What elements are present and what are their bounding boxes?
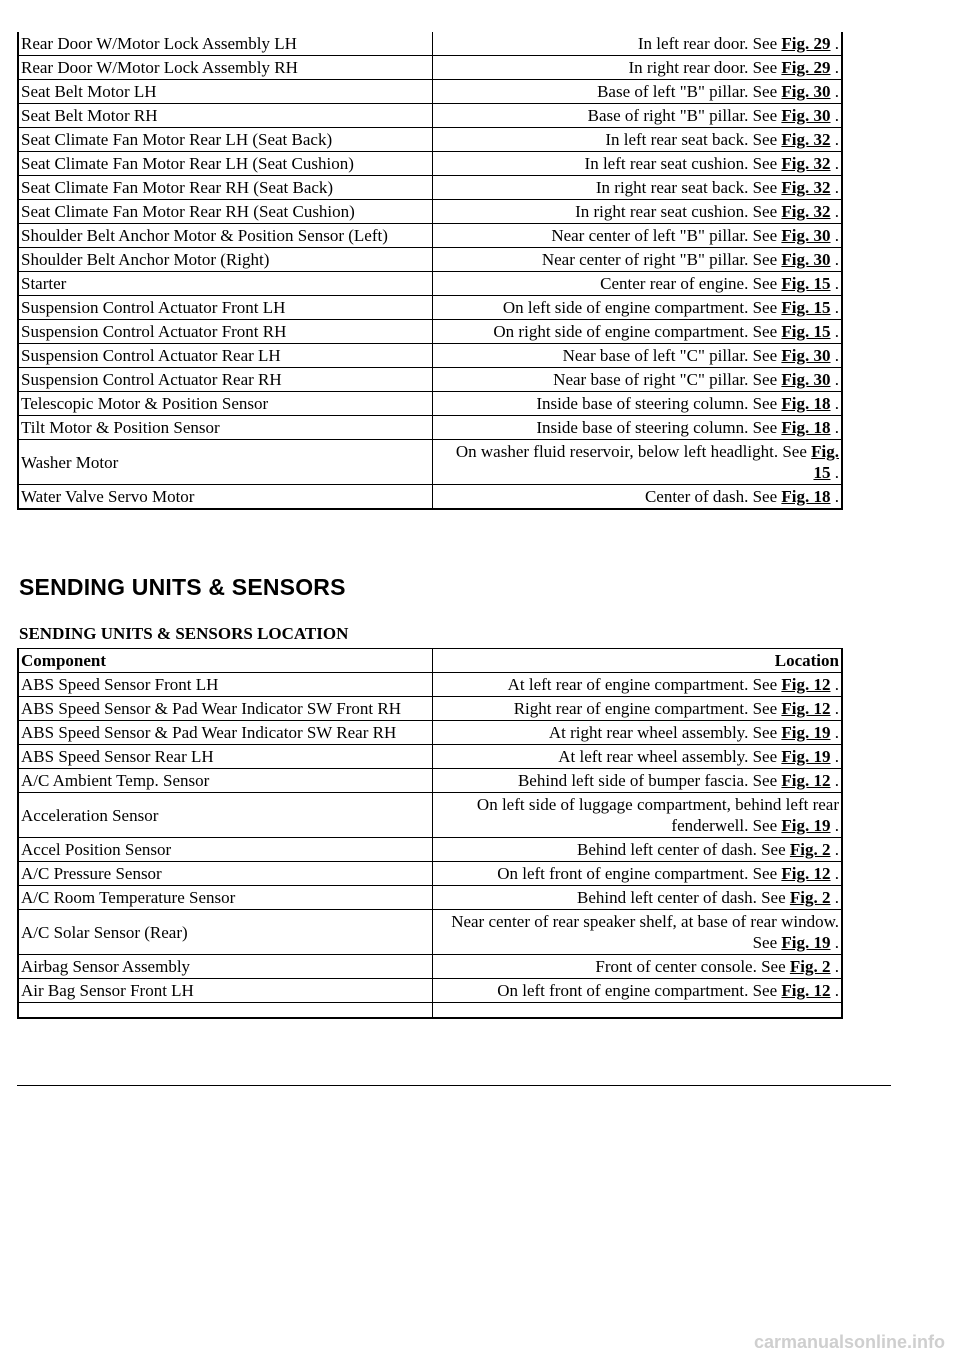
component-cell: ABS Speed Sensor & Pad Wear Indicator SW Rear RH [18,721,433,745]
component-cell: Telescopic Motor & Position Sensor [18,392,433,416]
location-cell [433,368,843,392]
component-cell: ABS Speed Sensor & Pad Wear Indicator SW Front RH [18,697,433,721]
table-row [18,793,842,838]
component-cell [18,1003,433,1019]
figure-link[interactable]: Fig. 19 [781,747,831,766]
location-cell [433,886,843,910]
table-body [18,32,842,509]
location-cell [433,979,843,1003]
component-cell: Seat Belt Motor LH [18,80,433,104]
figure-link[interactable]: Fig. 30 [781,370,831,389]
table-row [18,485,842,510]
location-text: Near center of rear speaker shelf, at base of rear window. See [451,912,839,952]
table-row [18,152,842,176]
header-component: Component [18,649,433,673]
table-row [18,368,842,392]
location-text: In right rear seat back. See [595,178,782,197]
figure-link[interactable]: Fig. 2 [789,840,831,859]
figure-link[interactable]: Fig. 30 [781,250,831,269]
location-suffix: . [834,747,839,766]
location-suffix: . [834,487,839,506]
figure-link[interactable]: Fig. 15 [781,274,831,293]
figure-link[interactable]: Fig. 18 [781,487,831,506]
location-suffix: . [834,154,839,173]
component-cell: Tilt Motor & Position Sensor [18,416,433,440]
table-row [18,56,842,80]
location-cell [433,320,843,344]
location-text: Behind left center of dash. See [576,888,790,907]
location-text: On washer fluid reservoir, below left headlight. See [455,442,812,461]
component-cell: Shoulder Belt Anchor Motor (Right) [18,248,433,272]
location-suffix: . [834,298,839,317]
location-text: Near base of left "C" pillar. See [562,346,782,365]
table-row [18,721,842,745]
figure-link[interactable]: Fig. 32 [781,154,831,173]
figure-link[interactable]: Fig. 15 [781,322,831,341]
table-row [18,838,842,862]
figure-link[interactable]: Fig. 32 [781,178,831,197]
location-text: On right side of engine compartment. See [493,322,782,341]
location-text: Behind left center of dash. See [576,840,790,859]
location-cell [433,769,843,793]
motor-location-table [17,32,843,510]
figure-link[interactable]: Fig. 30 [781,346,831,365]
figure-link[interactable]: Fig. 15 [811,442,839,482]
location-text: On left front of engine compartment. See [497,864,782,883]
table-row [18,200,842,224]
table-row [18,272,842,296]
location-cell [433,721,843,745]
figure-link[interactable]: Fig. 12 [781,981,831,1000]
location-suffix: . [834,933,839,952]
component-cell: Washer Motor [18,440,433,485]
component-cell: Seat Climate Fan Motor Rear RH (Seat Cushion) [18,200,433,224]
location-text: On left side of luggage compartment, behind left rear fenderwell. See [476,795,839,835]
location-cell [433,416,843,440]
location-text: On left front of engine compartment. See [497,981,782,1000]
component-cell: Acceleration Sensor [18,793,433,838]
location-text: Behind left side of bumper fascia. See [517,771,782,790]
location-text: Base of left "B" pillar. See [597,82,782,101]
figure-link[interactable]: Fig. 30 [781,82,831,101]
table-row [18,392,842,416]
location-cell [433,296,843,320]
table-row [18,176,842,200]
table-row [18,979,842,1003]
location-cell [433,104,843,128]
figure-link[interactable]: Fig. 18 [781,394,831,413]
location-suffix: . [834,202,839,221]
component-cell: Suspension Control Actuator Rear LH [18,344,433,368]
location-suffix: . [834,106,839,125]
location-suffix: . [834,888,839,907]
table-row [18,248,842,272]
table-row [18,80,842,104]
figure-link[interactable]: Fig. 2 [789,957,831,976]
table-row [18,128,842,152]
location-text: Inside base of steering column. See [536,394,782,413]
figure-link[interactable]: Fig. 12 [781,699,831,718]
figure-link[interactable]: Fig. 12 [781,675,831,694]
table-row [18,745,842,769]
location-suffix: . [834,723,839,742]
table-row [18,769,842,793]
location-text: At right rear wheel assembly. See [548,723,782,742]
table-header-row [18,649,842,673]
table-row [18,320,842,344]
table-row [18,296,842,320]
location-cell [433,862,843,886]
table-caption: SENDING UNITS & SENSORS LOCATION [19,624,349,643]
location-suffix: . [834,394,839,413]
component-cell: Accel Position Sensor [18,838,433,862]
component-cell: A/C Pressure Sensor [18,862,433,886]
table-row [18,416,842,440]
location-suffix: . [834,58,839,77]
location-text: Base of right "B" pillar. See [587,106,782,125]
page-bottom-rule [17,1085,891,1086]
location-cell [433,344,843,368]
figure-link[interactable]: Fig. 30 [781,106,831,125]
location-cell [433,152,843,176]
component-cell: Air Bag Sensor Front LH [18,979,433,1003]
location-cell [433,176,843,200]
location-suffix: . [834,699,839,718]
figure-link[interactable]: Fig. 15 [781,298,831,317]
sensor-location-table [17,648,843,1019]
table-body [18,649,842,1019]
location-cell [433,224,843,248]
location-suffix: . [834,840,839,859]
table-row [18,910,842,955]
figure-link[interactable]: Fig. 19 [781,723,831,742]
location-suffix: . [834,981,839,1000]
component-cell: Rear Door W/Motor Lock Assembly RH [18,56,433,80]
location-text: In right rear seat cushion. See [575,202,782,221]
location-cell [433,1003,843,1019]
table-row [18,862,842,886]
location-text: Near center of right "B" pillar. See [541,250,782,269]
table-row [18,697,842,721]
table-row [18,224,842,248]
location-cell [433,248,843,272]
location-cell [433,697,843,721]
location-cell [433,485,843,510]
figure-link[interactable]: Fig. 2 [789,888,831,907]
location-suffix: . [834,957,839,976]
table-row [18,344,842,368]
component-cell: Shoulder Belt Anchor Motor & Position Sensor (Left) [18,224,433,248]
location-cell [433,56,843,80]
location-cell [433,793,843,838]
table-row [18,1003,842,1019]
location-suffix: . [834,463,839,482]
section-heading: SENDING UNITS & SENSORS [19,574,346,600]
table-row [18,32,842,56]
location-cell [433,955,843,979]
location-suffix: . [834,82,839,101]
location-suffix: . [834,418,839,437]
figure-link[interactable]: Fig. 29 [781,34,831,53]
location-suffix: . [834,34,839,53]
location-suffix: . [834,771,839,790]
component-cell: Suspension Control Actuator Front LH [18,296,433,320]
component-cell: Seat Belt Motor RH [18,104,433,128]
location-suffix: . [834,178,839,197]
location-suffix: . [834,675,839,694]
location-text: Inside base of steering column. See [536,418,782,437]
component-cell: Rear Door W/Motor Lock Assembly LH [18,32,433,56]
component-cell: ABS Speed Sensor Rear LH [18,745,433,769]
component-cell: Seat Climate Fan Motor Rear RH (Seat Back) [18,176,433,200]
component-cell: Seat Climate Fan Motor Rear LH (Seat Cushion) [18,152,433,176]
watermark: carmanualsonline.info [753,1332,945,1352]
figure-link[interactable]: Fig. 32 [781,130,831,149]
location-text: Right rear of engine compartment. See [513,699,782,718]
location-text: Front of center console. See [595,957,790,976]
location-cell [433,200,843,224]
location-text: Near center of left "B" pillar. See [551,226,782,245]
location-text: Center rear of engine. See [600,274,782,293]
table-row [18,673,842,697]
location-text: Near base of right "C" pillar. See [553,370,782,389]
location-suffix: . [834,226,839,245]
location-suffix: . [834,322,839,341]
location-text: In left rear door. See [637,34,782,53]
location-suffix: . [834,274,839,293]
location-suffix: . [834,816,839,835]
component-cell: A/C Solar Sensor (Rear) [18,910,433,955]
figure-link[interactable]: Fig. 18 [781,418,831,437]
location-suffix: . [834,130,839,149]
figure-link[interactable]: Fig. 19 [781,816,831,835]
component-cell: A/C Room Temperature Sensor [18,886,433,910]
component-cell: Starter [18,272,433,296]
table-row [18,104,842,128]
component-cell: A/C Ambient Temp. Sensor [18,769,433,793]
location-text: At left rear wheel assembly. See [558,747,782,766]
location-cell [433,745,843,769]
location-cell [433,272,843,296]
figure-link[interactable]: Fig. 19 [781,933,831,952]
component-cell: Airbag Sensor Assembly [18,955,433,979]
location-text: On left side of engine compartment. See [502,298,782,317]
location-text: In left rear seat cushion. See [584,154,782,173]
figure-link[interactable]: Fig. 32 [781,202,831,221]
location-text: At left rear of engine compartment. See [507,675,782,694]
component-cell: Suspension Control Actuator Front RH [18,320,433,344]
component-cell: Water Valve Servo Motor [18,485,433,510]
location-cell [433,80,843,104]
location-cell [433,838,843,862]
figure-link[interactable]: Fig. 29 [781,58,831,77]
location-text: Center of dash. See [644,487,782,506]
table-row [18,955,842,979]
header-location: Location [433,649,843,673]
figure-link[interactable]: Fig. 12 [781,771,831,790]
location-suffix: . [834,864,839,883]
location-text: In left rear seat back. See [605,130,782,149]
component-cell: Suspension Control Actuator Rear RH [18,368,433,392]
table-row [18,886,842,910]
figure-link[interactable]: Fig. 12 [781,864,831,883]
location-cell [433,128,843,152]
location-text: In right rear door. See [628,58,782,77]
location-suffix: . [834,370,839,389]
table-row [18,440,842,485]
location-cell [433,32,843,56]
location-suffix: . [834,250,839,269]
component-cell: ABS Speed Sensor Front LH [18,673,433,697]
location-cell [433,392,843,416]
component-cell: Seat Climate Fan Motor Rear LH (Seat Back) [18,128,433,152]
location-cell [433,440,843,485]
location-cell [433,673,843,697]
figure-link[interactable]: Fig. 30 [781,226,831,245]
location-cell [433,910,843,955]
location-suffix: . [834,346,839,365]
